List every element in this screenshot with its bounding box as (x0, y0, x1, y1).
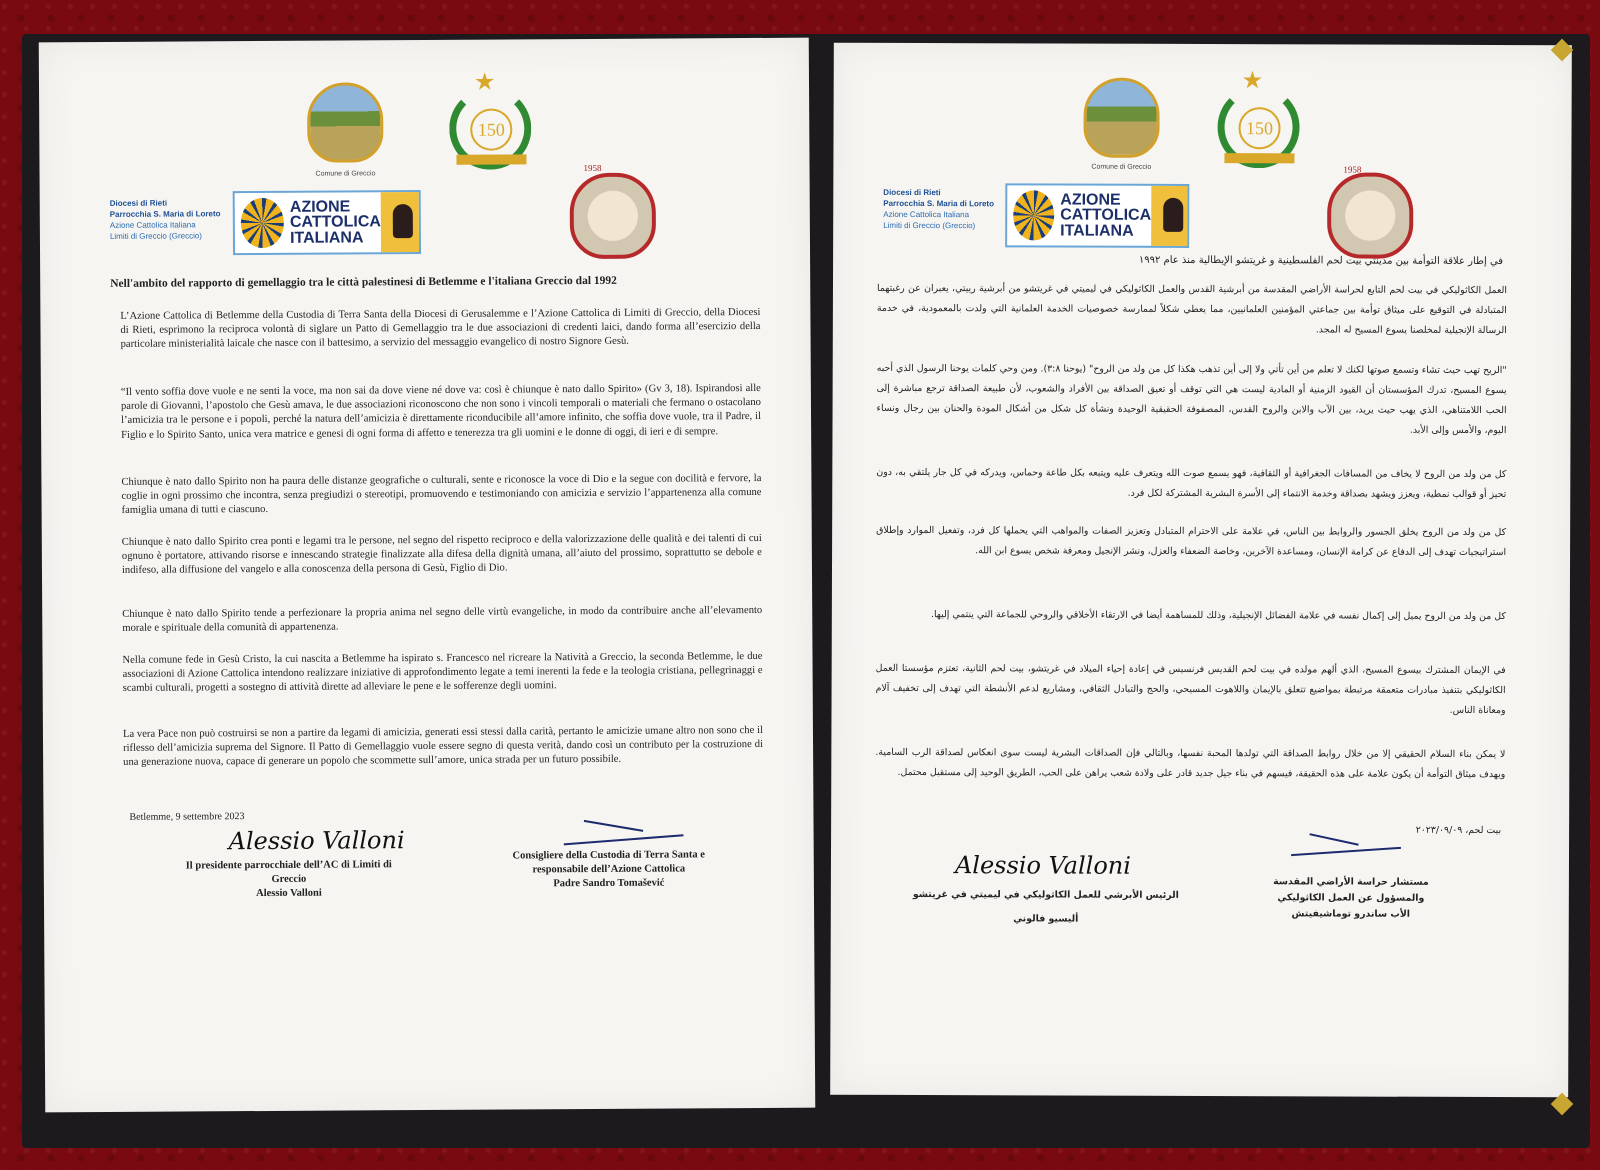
signer-right (1251, 874, 1451, 923)
azione-cattolica-logo (1005, 183, 1189, 248)
signer-role-cont: والمسؤول عن العمل الكاثوليكي (1277, 892, 1425, 904)
diocese-block (883, 187, 994, 231)
greccio-crest-icon (1083, 78, 1159, 158)
association-line: Azione Cattolica Italiana (883, 209, 970, 220)
diocese-block (110, 197, 221, 242)
signer-name: Padre Sandro Tomašević (553, 877, 665, 890)
ac-betlemme-emblem-icon (570, 173, 657, 260)
signer-name: أليسيو فالوني (1013, 913, 1079, 925)
ac-sun-icon (241, 198, 284, 248)
location-line: Limiti di Greccio (Greccio) (883, 220, 976, 231)
document-date: Betlemme, 9 settembre 2023 (129, 811, 245, 823)
paragraph-2: "الريح تهب حيث تشاء وتسمع صوتها لكنك لا تعلم من أين تأتي ولا إلى أين تذهب هكذا كل من ولد من الروح" (يوحنا ٣:٨). ومن وحي كلمات يوحنا الرسول الذي أحبه يسوع المسيح، تدرك المؤسستان أن القيود الزمنية أو المادية ليست هي التي توقف أو تعيق الصداقة بين الأفراد والشعوب، لأن طبيعة الصداقة ترجع مباشرة إلى الحب اللامتناهي، الذي يهب حيث يريد، بين الآب والابن والروح القدس، المصفوفة الحقيقية الوحيدة ونشأة كل شكل من أشكال المودة والحنان بين رجال ونساء اليوم، والأمس وإلى الأبد. (876, 362, 1507, 437)
paragraph-6: Nella comune fede in Gesù Cristo, la cui nascita a Betlemme ha ispirato s. Francesco nel ricreare la Natività a Greccio, la seconda Betlemme, le due associazioni di Azione Cattolica intendono realizzare iniziative di approfondimento legate a temi inerenti la fede e la teologia cristiana, pellegrinaggi e scambi culturali, progetti a sostegno di attività dirette ad alleviare le pene e le sofferenze degli uomini. (122, 650, 763, 695)
jubilee-number: 150 (470, 108, 512, 150)
crest-caption: Comune di Greccio (315, 170, 376, 178)
signer-role: مستشار حراسة الأراضي المقدسة (1273, 876, 1429, 888)
greccio-crest-icon (307, 82, 383, 162)
letterhead (39, 38, 811, 293)
emblem-year: 1958 (583, 162, 602, 174)
diocese-line: Diocesi di Rieti (883, 187, 941, 198)
paragraph-5: Chiunque è nato dallo Spirito tende a perfezionare la propria anima nel segno delle virtù evangeliche, in modo da contribuire anche all’elevamento morale e spirituale della comunità di appartenenza. (122, 604, 763, 635)
ribbon-icon (456, 154, 526, 164)
italian-document-page (39, 38, 816, 1113)
document-title: في إطار علاقة التوأمة بين مدينتي بيت لحم الفلسطينية و غريتشو الإيطالية منذ عام ١٩٩٢ (1138, 254, 1504, 268)
ac-logo-line: CATTOLICA (1060, 206, 1152, 225)
paragraph-7: La vera Pace non può costruirsi se non a partire da legami di amicizia, generati essi stessi dalla carità, pertanto le amicizie umane altro non sono che il riflesso dell’amicizia suprema del Signore. Il Patto di Gemellaggio vuole essere segno di questa verità, dando così un contributo per la costruzione di una generazione nuova, capace di generare un popolo che scommette sull’amore, unica strada per un futuro possibile. (122, 724, 764, 769)
document-date: بيت لحم، ٢٠٢٣/٠٩/٠٩ (1415, 824, 1502, 837)
ac-logo-text (1060, 193, 1151, 239)
arabic-document-page (830, 43, 1572, 1098)
paragraph-7: لا يمكن بناء السلام الحقيقي إلا من خلال روابط الصداقة التي تولدها المحبة نفسها، وبالتالي فإن الصداقات البشرية ليست سوى انعكاس لصداقة الرب السامية. ويهدف ميثاق التوأمة أن يكون علامة على هذه الحقيقة، فيسهم في بناء جيل جديد قادر على ولادة شعب يراهن على الحب، الطريق الوحيد إلى مستقبل محتمل. (875, 746, 1506, 781)
signer-name: الأب ساندرو توماشيفيتش (1291, 908, 1411, 920)
document-title: Nell'ambito del rapporto di gemellaggio tra le città palestinesi di Betlemme e l'italiana Greccio dal 1992 (110, 274, 617, 290)
azione-cattolica-logo (233, 190, 421, 255)
signer-role: Il presidente parrocchiale dell’AC di Limiti di (185, 859, 392, 872)
ribbon-icon (1224, 153, 1294, 163)
jubilee-number: 150 (1238, 107, 1280, 149)
jubilee-wreath-icon (449, 87, 531, 169)
signer-role: Consigliere della Custodia di Terra Santa e (512, 849, 705, 862)
signer-role: الرئيس الأبرشي للعمل الكاثوليكي في ليميتي في غريتشو (912, 888, 1179, 901)
ac-logo-line: AZIONE (1060, 191, 1121, 209)
madonna-icon (381, 192, 419, 252)
ac-logo-line: CATTOLICA (289, 213, 381, 232)
association-line: Azione Cattolica Italiana (109, 220, 196, 230)
paragraph-6: في الإيمان المشترك بيسوع المسيح، الذي ألهم مولده في بيت لحم القديس فرنسيس في إعادة إحياء الميلاد في غريتشو، بيت لحم الثانية، تعتزم مؤسستا العمل الكاثوليكي بتنفيذ مبادرات متعمقة مرتبطة بمواضيع تتعلق بالإيمان واللاهوت المسيحي، والحج والتبادل الثقافي، ومشاريع لدعم الأنشطة التي تهدف إلى تخفيف آلام ومعاناة الناس. (875, 662, 1506, 717)
signature-valloni: Alessio Valloni (954, 851, 1131, 880)
parish-line: Parrocchia S. Maria di Loreto (883, 198, 994, 209)
diocese-line: Diocesi di Rieti (109, 198, 168, 208)
signature-stroke-icon (584, 820, 643, 832)
ac-betlemme-emblem-icon (1327, 172, 1413, 258)
signature-tomasevic-icon (564, 834, 684, 845)
paragraph-1: L’Azione Cattolica di Betlemme della Custodia di Terra Santa della Diocesi di Gerusalemme e l’Azione Cattolica di Limiti di Greccio, della Diocesi di Rieti, esprimono la reciproca volontà di siglare un Patto di Gemellaggio tra le due associazioni di credenti laici, dando forma all’esercizio della particolare ministerialità laicale che nasce con il battesimo, a servizio del messaggio evangelico di nostro Signore Gesù. (120, 306, 761, 351)
paragraph-3: كل من ولد من الروح لا يخاف من المسافات الجغرافية أو الثقافية، فهو يسمع صوت الله ويتعرف عليه ويتبعه بكل طاعة وحماس، ويدركه في كل جار يلتقي به، دون تحيز أو قوالب نمطية، ويعزز ويشهد بصداقة وخدمة الانتماء إلى الأسرة البشرية المشتركة لكل فرد. (876, 466, 1507, 501)
crest-caption: Comune di Greccio (1091, 163, 1152, 171)
star-icon: ★ (473, 69, 496, 96)
paragraph-4: Chiunque è nato dallo Spirito crea ponti e legami tra le persone, nel segno del rispetto reciproco e della valorizzazione delle qualità e dei talenti di cui ognuno è portatore, attivando risorse e innescando strategie finalizzate alla difesa della dignità umana, all’aiuto del prossimo, soprattutto se debole e indifeso, alla diffusione del vangelo e alla conoscenza della persona di Gesù, Figlio di Dio. (121, 532, 762, 577)
paragraph-1: العمل الكاثوليكي في بيت لحم التابع لحراسة الأراضي المقدسة من أبرشية القدس والعمل الكاثوليكي في ليميتي في غريتشو من أبرشية رييتي، يعبران عن رغبتهما المتبادلة في التوقيع على ميثاق توأمة بين جماعتي المؤمنين العلمانيين، مما يعطي شكلاً لممارسة خصوصيات الخدمة العلمانية التي ولدت بالمعمودية، في خدمة الرسالة الإنجيلية لمخلصنا يسوع المسيح له المجد. (876, 282, 1507, 337)
ac-logo-line: AZIONE (289, 198, 351, 217)
signer-left (911, 883, 1181, 932)
paragraph-3: Chiunque è nato dallo Spirito non ha paura delle distanze geografiche o culturali, sente e riconosce la voce di Dio e la segue con docilità e fervore, la coglie in ogni prossimo che incontra, senza pregiudizi o stereotipi, promuovendo e testimoniando con amicizia e servizio l’appartenenza alla comune famiglia umana di tutti e ciascuno. (121, 472, 762, 517)
ac-logo-line: ITALIANA (1060, 222, 1134, 240)
signature-valloni: Alessio Valloni (228, 826, 405, 856)
ac-logo-line: ITALIANA (289, 228, 364, 247)
paragraph-2: “Il vento soffia dove vuole e ne senti la voce, ma non sai da dove viene né dove va: così è chiunque è nato dallo Spirito» (Gv 3, 18). Ispirandosi alle parole di Giovanni, l’apostolo che Gesù amava, le due associazioni riconoscono che non sono i vincoli temporali o materiali che fermano o ostacolano l’amicizia tra le persone e i popoli, perché la natura dell’amicizia è direttamente riconducibile all’amore infinito, che soffia dove vuole, tra il Padre, il Figlio e lo Spirito Santo, unica vera matrice e genesi di ogni forma di affetto e tenerezza tra gli uomini e le donne di oggi, di ieri e di sempre. (120, 382, 762, 441)
paragraph-4: كل من ولد من الروح يخلق الجسور والروابط بين الناس، في علامة على الاحترام المتبادل وتعزيز الصفات والمواهب التي يحملها كل فرد، وتفعيل الموارد وإطلاق استراتيجيات تهدف إلى الدفاع عن كرامة الإنسان، ومساعدة الآخرين، وخاصة الضعفاء والعزل، ونشر الإنجيل ومعرفة شخص يسوع ابن الله. (876, 524, 1507, 559)
signer-role-cont: Greccio (271, 873, 307, 885)
emblem-year: 1958 (1343, 164, 1362, 175)
location-line: Limiti di Greccio (Greccio) (109, 231, 202, 241)
ac-sun-icon (1013, 190, 1054, 240)
signature-tomasevic-icon (1291, 847, 1401, 856)
madonna-icon (1151, 186, 1187, 246)
signer-name: Alessio Valloni (256, 887, 322, 900)
signer-left (154, 858, 424, 902)
signer-role-cont: responsabile dell’Azione Cattolica (532, 863, 686, 876)
star-icon: ★ (1241, 68, 1264, 95)
parish-line: Parrocchia S. Maria di Loreto (109, 209, 221, 219)
ac-logo-text (290, 199, 381, 245)
signer-right (474, 848, 744, 892)
paragraph-5: كل من ولد من الروح يميل إلى إكمال نفسه في علامة الفضائل الإنجيلية، وذلك للمساهمة أيضا في الارتقاء الأخلاقي والروحي للجماعة التي ينتمي إليها. (930, 609, 1506, 623)
jubilee-wreath-icon (1217, 86, 1299, 168)
